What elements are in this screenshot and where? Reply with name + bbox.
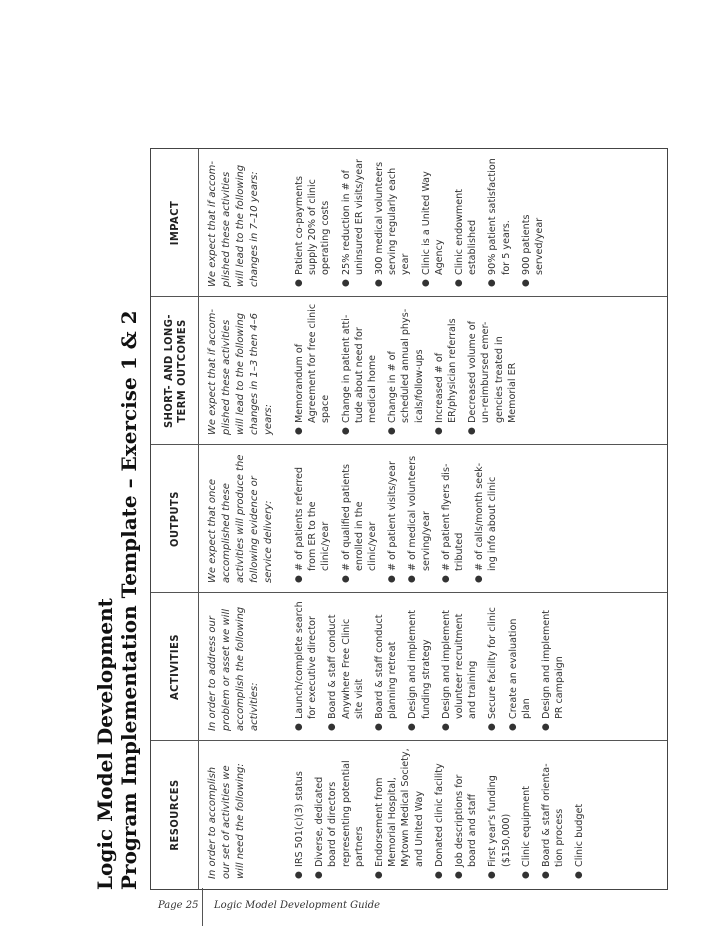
list-item [520, 155, 546, 287]
column-divider [151, 296, 667, 297]
document-title: Logic Model Development [93, 598, 117, 890]
list-item [340, 155, 366, 287]
list-item [540, 747, 566, 879]
list-item-text: Board & staff conduct planning retreat [374, 614, 399, 719]
list-item [507, 599, 533, 731]
list-item-text: # of medical volunteers serving/year [407, 455, 432, 571]
bullet-icon: ● [294, 427, 304, 435]
list-item-text: Endorsement from Memorial Hospital, Mytown Medical Society, and United Way [374, 748, 425, 867]
list-item-text: 900 patients served/year [520, 214, 546, 275]
list-item [473, 451, 499, 583]
column-divider [151, 592, 667, 593]
bullet-icon: ● [541, 871, 552, 879]
list-item-text: # of calls/month seek-ing info about clinic [474, 462, 499, 571]
list-item [293, 747, 306, 879]
list-item-text: Secure facility for clinic [487, 607, 499, 719]
bullet-icon: ● [487, 279, 498, 287]
list-item-text: Design and implement volunteer recruitment and training [440, 609, 479, 719]
guide-title: Logic Model Development Guide [214, 900, 381, 911]
list-item [540, 599, 566, 731]
list-item-text: Clinic equipment [520, 785, 532, 867]
list-item-text: Clinic is a United Way Agency [420, 171, 445, 275]
column-divider [151, 444, 667, 445]
page-number: Page 25 [158, 900, 199, 911]
bullet-icon: ● [294, 575, 304, 583]
list-item-text: 300 medical volunteers serving regularly each year [374, 161, 412, 275]
list-item-text: Board & staff orienta-tion process [541, 763, 566, 867]
bullet-icon: ● [374, 279, 385, 287]
bullet-icon: ● [520, 279, 531, 287]
bullet-icon: ● [454, 871, 465, 879]
list-item-text: Change in patient atti-tude about need for medical home [340, 314, 379, 423]
list-item [313, 747, 366, 879]
list-item-text: # of qualified patients enrolled in the clinic/year [340, 464, 379, 571]
bullet-icon: ● [340, 575, 351, 583]
bullet-icon: ● [574, 871, 585, 879]
bullet-icon: ● [294, 723, 304, 731]
list-item [573, 747, 586, 879]
list-item [433, 303, 459, 435]
column-intro-outputs: We expect that once accomplished these activities will produce the following evidence or service delivery: [207, 454, 274, 583]
list-item [453, 155, 479, 287]
list-item [420, 155, 446, 287]
bullet-icon: ● [467, 427, 478, 435]
list-item-text: IRS 501(c)(3) status [294, 771, 305, 867]
column-intro-resources: In order to accomplish our set of activities we will need the following: [207, 763, 246, 879]
bullet-icon: ● [440, 723, 451, 731]
list-item-text: # of patient flyers dis-tributed [440, 463, 466, 571]
list-item-text: Design and implement PR campaign [541, 609, 566, 719]
bullet-icon: ● [294, 871, 304, 879]
list-item [406, 451, 432, 583]
list-item [433, 747, 446, 879]
column-header-resources: RESOURCES [168, 779, 181, 851]
bullet-icon: ● [487, 723, 498, 731]
bullet-icon: ● [294, 279, 304, 287]
column-intro-outcomes: We expect that if accom-plished these activities will lead to the following changes in 1–3 then 4–6 years: [207, 309, 274, 435]
list-item [293, 599, 319, 731]
bullet-icon: ● [340, 427, 351, 435]
implementation-table [150, 148, 668, 890]
list-item-text: Donated clinic facility [433, 763, 445, 867]
bullet-icon: ● [541, 723, 552, 731]
bullet-icon: ● [387, 575, 398, 583]
list-item-text: # of patient visits/year [387, 461, 399, 571]
list-item-text: Board & staff conduct Anywhere Free Clinic site visit [327, 614, 365, 719]
list-item [520, 747, 533, 879]
rotated-page-content [0, 142, 680, 942]
list-item-text: Design and implement funding strategy [407, 609, 432, 719]
list-item-text: Job descriptions for board and staff [454, 774, 479, 867]
list-item [486, 599, 499, 731]
bullet-icon: ● [374, 723, 385, 731]
list-item-text: Increased # of ER/physician referrals [433, 318, 459, 423]
list-item [373, 599, 399, 731]
list-item [486, 747, 512, 879]
list-item-text: Create an evaluation plan [507, 618, 532, 719]
list-item-text: Change in # of scheduled annual phys-icals/follow-ups [387, 308, 425, 423]
column-items-outputs [293, 451, 661, 583]
list-item-text: Diverse, dedicated board of directors representing potential partners [314, 760, 365, 867]
bullet-icon: ● [314, 871, 325, 879]
footer-divider [202, 888, 203, 926]
column-header-outputs: OUTPUTS [168, 491, 181, 547]
bullet-icon: ● [387, 427, 398, 435]
bullet-icon: ● [440, 575, 451, 583]
list-item-text: Clinic budget [574, 803, 586, 867]
bullet-icon: ● [487, 871, 498, 879]
list-item [340, 451, 380, 583]
list-item [326, 599, 366, 731]
document-subtitle: Program Implementation Template – Exercise 1 & 2 [117, 310, 141, 890]
column-header-activities: ACTIVITIES [168, 634, 181, 701]
bullet-icon: ● [520, 871, 531, 879]
bullet-icon: ● [474, 575, 485, 583]
list-item [386, 451, 399, 583]
list-item [386, 303, 426, 435]
column-intro-activities: In order to address our problem or asset we will accomplish the following activities: [207, 606, 260, 731]
list-item [440, 599, 480, 731]
list-item [466, 303, 519, 435]
list-item [373, 155, 413, 287]
list-item [293, 155, 333, 287]
list-item [293, 451, 333, 583]
bullet-icon: ● [454, 279, 465, 287]
bullet-icon: ● [507, 723, 518, 731]
list-item [373, 747, 426, 879]
list-item-text: Decreased volume of un-reimbursed emer-gencies treated in Memorial ER [467, 321, 518, 423]
list-item-text: Launch/complete search for executive director [294, 601, 319, 719]
column-items-impact [293, 155, 661, 287]
column-items-outcomes [293, 303, 661, 435]
column-intro-impact: We expect that if accom-plished these activities will lead to the following changes in 7–10 years: [207, 161, 260, 287]
list-item [486, 155, 512, 287]
list-item [293, 303, 333, 435]
list-item-text: First year's funding ($150,000) [487, 775, 512, 867]
bullet-icon: ● [407, 575, 418, 583]
bullet-icon: ● [433, 427, 444, 435]
list-item [440, 451, 466, 583]
column-header-impact: IMPACT [168, 200, 181, 246]
header-divider [198, 149, 199, 889]
list-item [406, 599, 432, 731]
column-divider [151, 740, 667, 741]
column-header-outcomes: SHORT- AND LONG-TERM OUTCOMES [161, 313, 188, 429]
list-item-text: 25% reduction in # of uninsured ER visits/year [340, 159, 365, 275]
bullet-icon: ● [374, 871, 385, 879]
list-item [453, 747, 479, 879]
bullet-icon: ● [340, 279, 351, 287]
bullet-icon: ● [420, 279, 431, 287]
list-item-text: 90% patient satisfaction for 5 years. [487, 158, 512, 275]
list-item [340, 303, 380, 435]
list-item-text: Patient co-payments supply 20% of clinic operating costs [294, 176, 332, 275]
list-item-text: Memorandum of Agreement for free clinic space [294, 303, 332, 423]
bullet-icon: ● [327, 723, 338, 731]
column-items-activities [293, 599, 661, 731]
column-items-resources [293, 747, 661, 879]
bullet-icon: ● [433, 871, 444, 879]
list-item-text: # of patients referred from ER to the clinic/year [294, 467, 332, 571]
bullet-icon: ● [407, 723, 418, 731]
list-item-text: Clinic endowment established [454, 189, 479, 275]
